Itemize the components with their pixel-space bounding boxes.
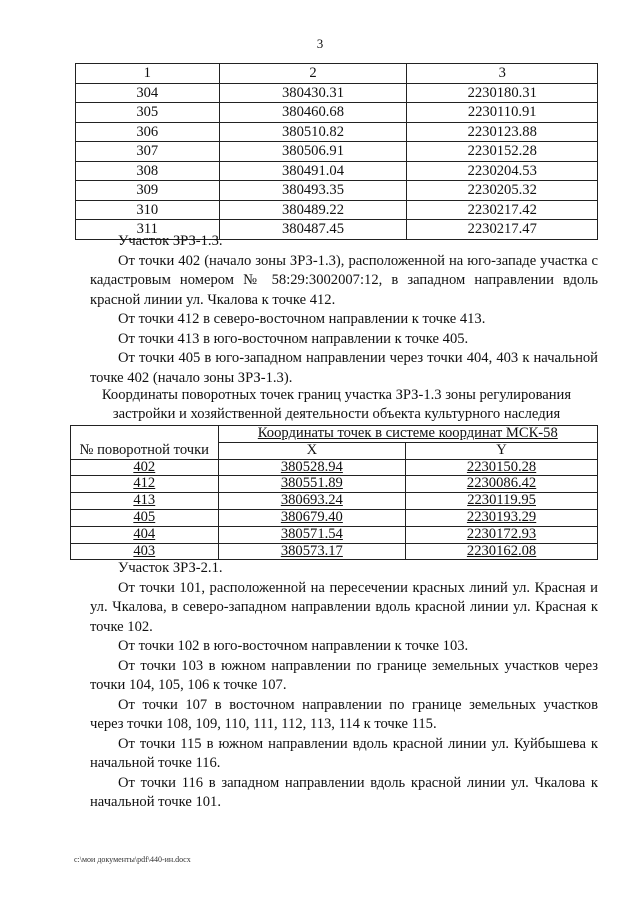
point-number-cell: 307 bbox=[76, 142, 220, 162]
header-x: X bbox=[218, 442, 406, 459]
file-path-footer: c:\мои документы\pdf\440-ин.docx bbox=[74, 855, 191, 864]
header-cell: 1 bbox=[76, 64, 220, 84]
paragraph: От точки 103 в южном направлении по границе земельных участков через точки 104, 105, 106 к точке 107. bbox=[90, 657, 598, 693]
point-number-cell: 404 bbox=[71, 526, 219, 543]
table-row bbox=[71, 459, 598, 476]
x-coordinate-cell: 380551.89 bbox=[218, 476, 406, 493]
paragraph: Участок ЗРЗ-1.3. bbox=[118, 233, 223, 249]
y-coordinate-cell: 2230205.32 bbox=[407, 181, 598, 201]
y-coordinate-cell: 2230119.95 bbox=[406, 493, 598, 510]
coordinates-table-continued bbox=[75, 63, 598, 240]
table-row bbox=[71, 543, 598, 560]
paragraph: От точки 405 в юго-западном направлении через точки 404, 403 к начальной точке 402 (начало зоны ЗРЗ-1.3). bbox=[90, 350, 598, 386]
table-row bbox=[76, 83, 598, 103]
coordinates-table-zrz-1-3 bbox=[70, 425, 598, 560]
y-coordinate-cell: 2230193.29 bbox=[406, 509, 598, 526]
x-coordinate-cell: 380510.82 bbox=[219, 122, 407, 142]
table-row bbox=[76, 161, 598, 181]
table-row bbox=[71, 493, 598, 510]
header-point-number: № поворотной точки bbox=[71, 426, 219, 460]
paragraph: От точки 402 (начало зоны ЗРЗ-1.3), расположенной на юго-западе участка с кадастровым номером № 58:29:3002007:12, в западном направлении вдоль красной линии ул. Чкалова к точке 412. bbox=[90, 252, 598, 308]
y-coordinate-cell: 2230217.42 bbox=[407, 200, 598, 220]
point-number-cell: 311 bbox=[76, 220, 220, 240]
table-row bbox=[76, 122, 598, 142]
y-coordinate-cell: 2230086.42 bbox=[406, 476, 598, 493]
header-cell: 2 bbox=[219, 64, 407, 84]
x-coordinate-cell: 380571.54 bbox=[218, 526, 406, 543]
x-coordinate-cell: 380573.17 bbox=[218, 543, 406, 560]
point-number-cell: 403 bbox=[71, 543, 219, 560]
point-number-cell: 308 bbox=[76, 161, 220, 181]
point-number-cell: 304 bbox=[76, 83, 220, 103]
table-header-row bbox=[76, 64, 598, 84]
y-coordinate-cell: 2230123.88 bbox=[407, 122, 598, 142]
table-row bbox=[76, 200, 598, 220]
x-coordinate-cell: 380460.68 bbox=[219, 103, 407, 123]
point-number-cell: 413 bbox=[71, 493, 219, 510]
x-coordinate-cell: 380679.40 bbox=[218, 509, 406, 526]
point-number-cell: 306 bbox=[76, 122, 220, 142]
point-number-cell: 305 bbox=[76, 103, 220, 123]
point-number-cell: 405 bbox=[71, 509, 219, 526]
paragraph: От точки 107 в восточном направлении по границе земельных участков через точки 108, 109, 110, 111, 112, 113, 114 к точке 115. bbox=[90, 696, 598, 732]
paragraph: От точки 102 в юго-восточном направлении к точке 103. bbox=[118, 638, 469, 654]
table-row bbox=[76, 142, 598, 162]
y-coordinate-cell: 2230180.31 bbox=[407, 83, 598, 103]
y-coordinate-cell: 2230204.53 bbox=[407, 161, 598, 181]
table-row bbox=[76, 181, 598, 201]
paragraph: От точки 412 в северо-восточном направлении к точке 413. bbox=[118, 311, 486, 327]
x-coordinate-cell: 380528.94 bbox=[218, 459, 406, 476]
paragraph: От точки 413 в юго-восточном направлении к точке 405. bbox=[118, 330, 469, 347]
point-number-cell: 309 bbox=[76, 181, 220, 201]
y-coordinate-cell: 2230110.91 bbox=[407, 103, 598, 123]
page-number: 3 bbox=[316, 36, 324, 51]
paragraph: От точки 101, расположенной на пересечении красных линий ул. Красная и ул. Чкалова, в северо-западном направлении вдоль красной линии ул. Красная к точке 102. bbox=[90, 579, 598, 635]
section-zrz-2-1 bbox=[90, 559, 598, 813]
table-row bbox=[76, 103, 598, 123]
x-coordinate-cell: 380430.31 bbox=[219, 83, 407, 103]
paragraph: Участок ЗРЗ-2.1. bbox=[118, 560, 223, 576]
x-coordinate-cell: 380506.91 bbox=[219, 142, 407, 162]
table-row bbox=[71, 509, 598, 526]
y-coordinate-cell: 2230150.28 bbox=[406, 459, 598, 476]
paragraph: От точки 116 в западном направлении вдоль красной линии ул. Чкалова к начальной точке 101. bbox=[90, 774, 598, 810]
table-row bbox=[71, 476, 598, 493]
x-coordinate-cell: 380491.04 bbox=[219, 161, 407, 181]
x-coordinate-cell: 380487.45 bbox=[219, 220, 407, 240]
y-coordinate-cell: 2230217.47 bbox=[407, 220, 598, 240]
point-number-cell: 310 bbox=[76, 200, 220, 220]
header-cell: 3 bbox=[407, 64, 598, 84]
point-number-cell: 412 bbox=[71, 476, 219, 493]
x-coordinate-cell: 380693.24 bbox=[218, 493, 406, 510]
section-zrz-1-3 bbox=[90, 232, 598, 388]
x-coordinate-cell: 380489.22 bbox=[219, 200, 407, 220]
x-coordinate-cell: 380493.35 bbox=[219, 181, 407, 201]
table-caption: Координаты поворотных точек границ участка ЗРЗ-1.3 зоны регулирования застройки и хозяйственной деятельности объекта культурного наследия bbox=[101, 387, 572, 422]
paragraph: От точки 115 в южном направлении вдоль красной линии ул. Куйбышева к начальной точке 116. bbox=[90, 735, 598, 771]
y-coordinate-cell: 2230172.93 bbox=[406, 526, 598, 543]
point-number-cell: 402 bbox=[71, 459, 219, 476]
table-row bbox=[71, 526, 598, 543]
y-coordinate-cell: 2230162.08 bbox=[406, 543, 598, 560]
header-y: Y bbox=[406, 442, 598, 459]
header-coordinates-group: Координаты точек в системе координат МСК-58 bbox=[218, 426, 597, 443]
y-coordinate-cell: 2230152.28 bbox=[407, 142, 598, 162]
